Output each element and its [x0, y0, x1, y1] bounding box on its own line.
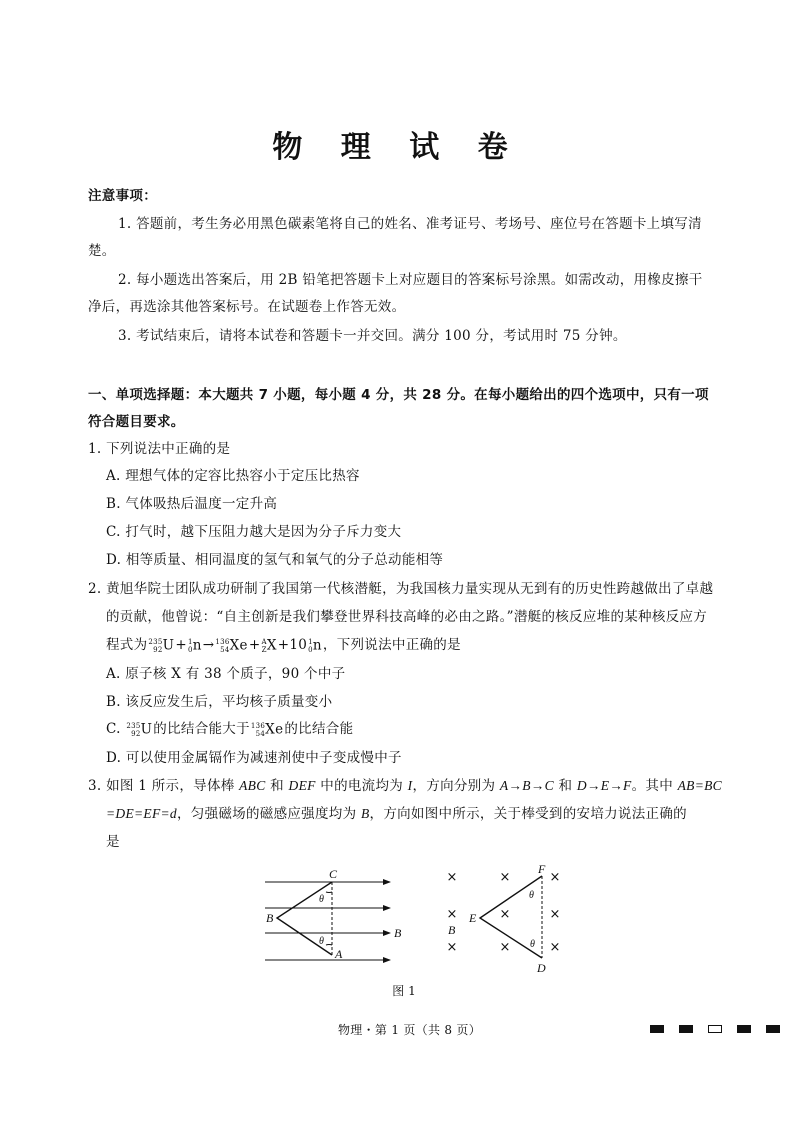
text: 和	[553, 778, 577, 794]
mass-number: 136	[215, 637, 230, 646]
math: B	[360, 806, 370, 821]
symbol: Xe	[265, 721, 284, 737]
figure-caption: 图 1	[392, 984, 416, 998]
eq-prefix: 程式为	[106, 637, 148, 653]
text: ，匀强磁场的磁感应强度均为	[176, 806, 361, 822]
page-title: 物 理 试 卷	[272, 130, 522, 165]
notice-line: 2. 每小题选出答案后，用 2B 铅笔把答题卡上对应题目的答案标号涂黑。如需改动，用橡皮擦干	[118, 272, 703, 288]
mass-number: 235	[126, 721, 141, 730]
cross-icon: ×	[499, 907, 511, 922]
atomic-number: 54	[255, 729, 266, 738]
symbol: U	[162, 637, 175, 653]
label-f: F	[538, 862, 546, 876]
q1-option-d: D. 相等质量、相同温度的氢气和氧气的分子总动能相等	[106, 552, 444, 568]
atomic-number: 92	[131, 729, 141, 738]
math: AB=BC	[677, 778, 722, 793]
mass-number: 235	[148, 637, 163, 646]
cross-icon: ×	[499, 870, 511, 885]
cross-icon: ×	[446, 870, 458, 885]
q1-option-b: B. 气体吸热后温度一定升高	[106, 496, 278, 512]
plus: +	[175, 637, 187, 653]
theta: θ	[529, 890, 534, 901]
mass-number: 1	[187, 637, 193, 646]
text: 和	[265, 778, 289, 794]
text: 3. 如图 1 所示，导体棒	[88, 778, 240, 794]
symbol: n	[312, 637, 322, 653]
notice-heading: 注意事项：	[88, 188, 157, 204]
notice-line: 净后，再选涂其他答案标号。在试题卷上作答无效。	[88, 299, 406, 315]
text: ，方向如图中所示，关于棒受到的安培力说法正确的	[369, 806, 687, 822]
theta: θ	[319, 894, 324, 905]
cross-icon: ×	[499, 940, 511, 955]
math: DEF	[288, 778, 316, 793]
symbol: X	[266, 637, 277, 653]
math: A→B→C	[499, 778, 554, 793]
notice-line: 1. 答题前，考生务必用黑色碳素笔将自己的姓名、准考证号、考场号、座位号在答题卡上填写清	[118, 216, 702, 232]
eq-suffix: ，下列说法中正确的是	[322, 637, 461, 653]
q1-option-c: C. 打气时，越下压阻力越大是因为分子斥力变大	[106, 524, 402, 540]
question-2-line: 2. 黄旭华院士团队成功研制了我国第一代核潜艇，为我国核力量实现从无到有的历史性跨越做出了卓越	[88, 581, 714, 597]
label-d: D	[537, 961, 546, 975]
q2-option-b: B. 该反应发生后，平均核子质量变小	[106, 694, 333, 710]
scan-mark	[766, 1025, 780, 1033]
question-1-stem: 1. 下列说法中正确的是	[88, 441, 231, 457]
option-text: 的比结合能大于	[153, 721, 250, 737]
math: I	[407, 778, 413, 793]
scan-marks	[650, 1025, 780, 1033]
atomic-number: 0	[187, 645, 193, 654]
text: 中的电流均为	[315, 778, 408, 794]
plus: +	[248, 637, 261, 653]
arrow: →	[202, 637, 215, 653]
notice-line: 3. 考试结束后，请将本试卷和答题卡一并交回。满分 100 分，考试用时 75 分钟。	[118, 328, 627, 344]
question-2-line: 的贡献，他曾说：“自主创新是我们攀登世界科技高峰的必由之路。”潜艇的核反应堆的某种核反应方	[106, 609, 708, 625]
scan-mark	[679, 1025, 693, 1033]
label-field-b: B	[394, 926, 402, 940]
notice-line: 楚。	[88, 243, 116, 259]
q1-option-a: A. 理想气体的定容比热容小于定压比热容	[106, 468, 360, 484]
scan-mark	[708, 1025, 722, 1033]
atomic-number: 92	[153, 645, 163, 654]
scan-mark	[737, 1025, 751, 1033]
label-e: E	[469, 911, 477, 925]
math: ABC	[239, 778, 266, 793]
symbol: U	[140, 721, 153, 737]
cross-icon: ×	[446, 940, 458, 955]
coefficient: +10	[277, 637, 308, 653]
atomic-number: 0	[308, 645, 313, 654]
cross-icon: ×	[549, 940, 561, 955]
cross-icon: ×	[549, 907, 561, 922]
page-footer: 物理・第 1 页（共 8 页）	[338, 1023, 482, 1037]
mass-number: A	[261, 637, 267, 646]
mass-number: 136	[250, 721, 266, 730]
atomic-number: Z	[261, 645, 267, 654]
symbol: n	[192, 637, 202, 653]
section-heading: 一、单项选择题：本大题共 7 小题，每小题 4 分，共 28 分。在每小题给出的四个选项中，只有一项	[88, 387, 709, 403]
math: =DE=EF=d	[106, 806, 177, 821]
cross-icon: ×	[549, 870, 561, 885]
cross-icon: ×	[446, 907, 458, 922]
label-field-b: B	[448, 923, 456, 937]
q2-option-a: A. 原子核 X 有 38 个质子，90 个中子	[106, 666, 346, 682]
scan-mark	[650, 1025, 664, 1033]
theta: θ	[530, 939, 535, 950]
option-text: 的比结合能	[284, 721, 354, 737]
symbol: Xe	[229, 637, 248, 653]
theta: θ	[319, 936, 324, 947]
section-heading: 符合题目要求。	[88, 414, 185, 430]
mass-number: 1	[308, 637, 313, 646]
label-b-point: B	[266, 911, 274, 925]
text: ，方向分别为	[412, 778, 500, 794]
label-a: A	[335, 947, 343, 961]
question-3-line: 是	[106, 834, 120, 850]
text: 。其中	[631, 778, 678, 794]
q2-option-d: D. 可以使用金属镉作为减速剂使中子变成慢中子	[106, 750, 402, 766]
math: D→E→F	[576, 778, 632, 793]
left-diagram	[265, 882, 390, 960]
atomic-number: 54	[220, 645, 230, 654]
option-label: C.	[106, 721, 126, 737]
label-c: C	[329, 867, 338, 881]
